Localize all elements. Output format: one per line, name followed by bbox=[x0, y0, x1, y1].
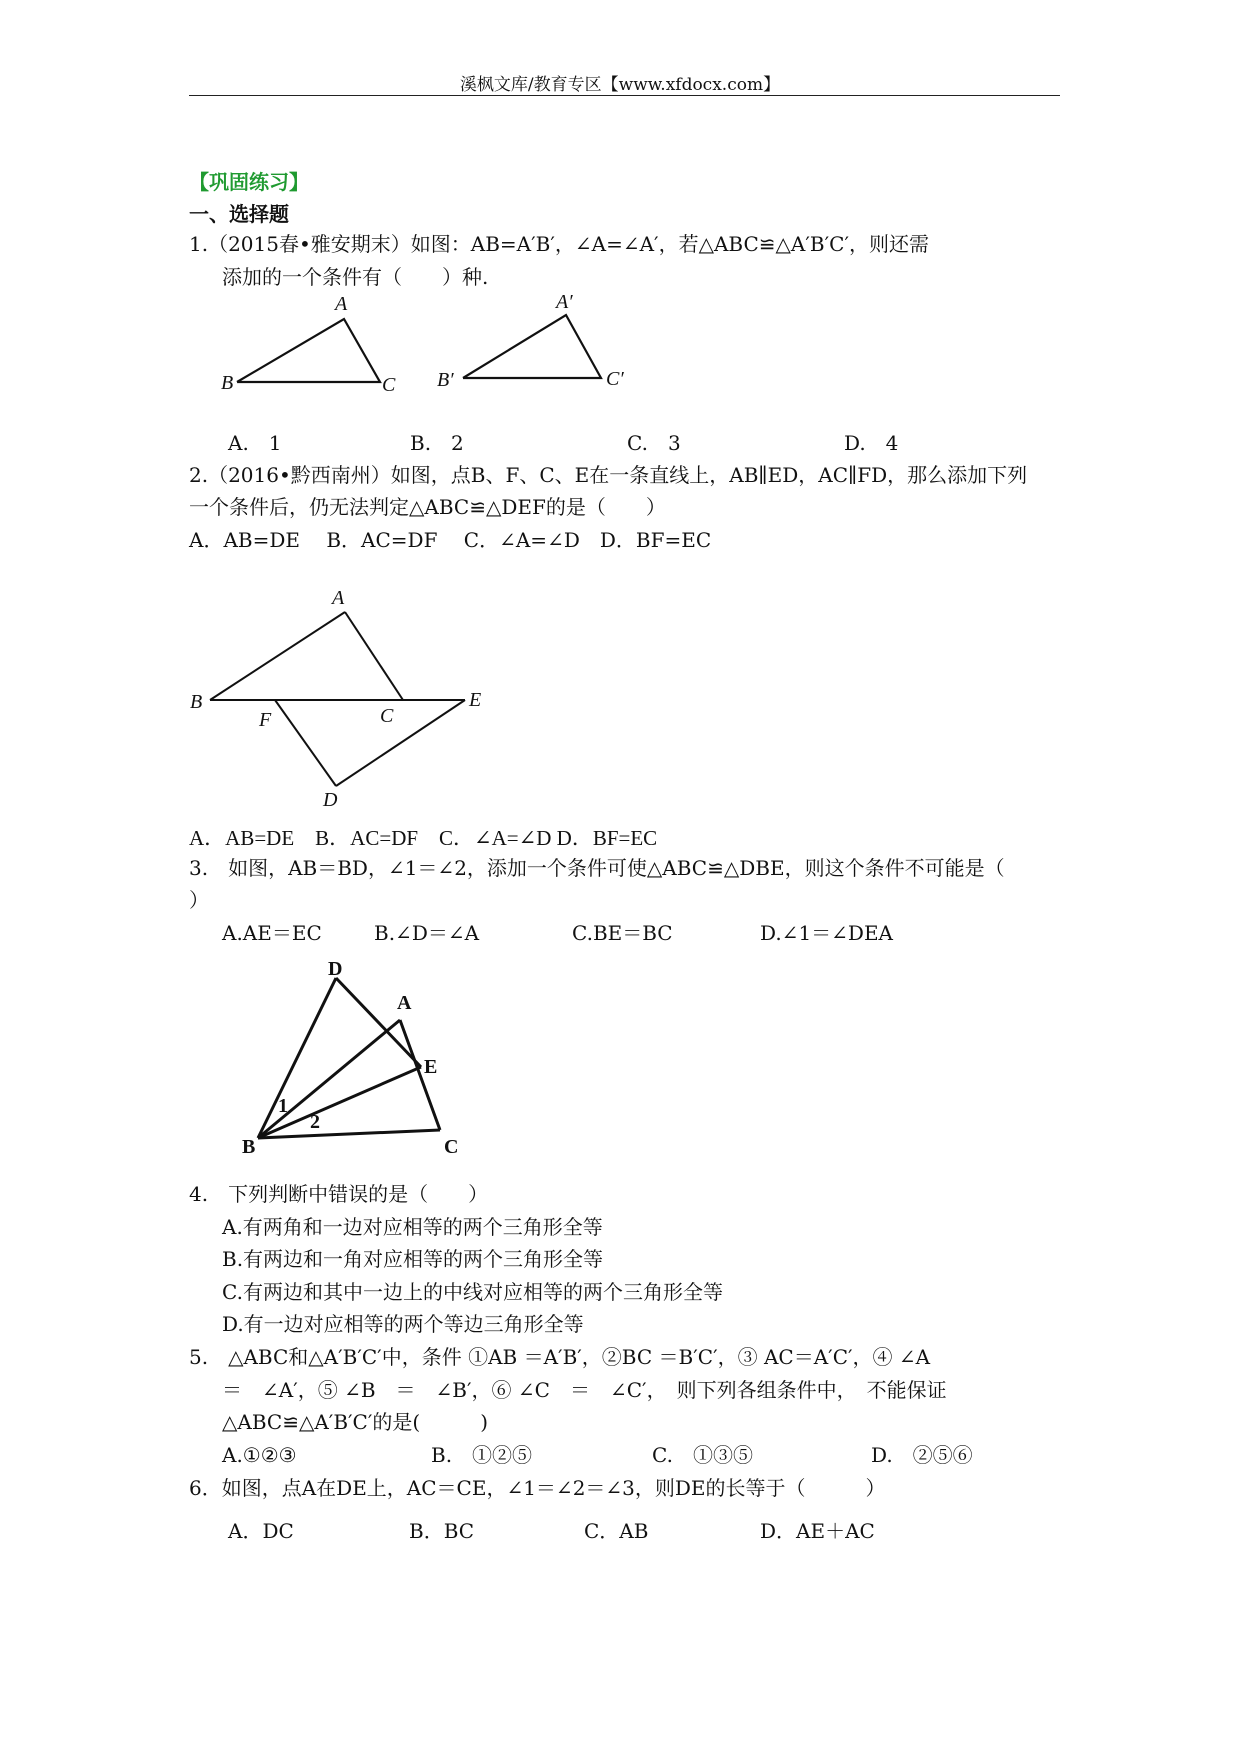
q1-label-a: A bbox=[335, 293, 348, 315]
q4-stem: 4. 下列判断中错误的是（ ） bbox=[189, 1182, 489, 1206]
q2-label-e: E bbox=[469, 689, 482, 711]
q1-option-a: A. 1 bbox=[228, 431, 282, 455]
page-header: 溪枫文库/教育专区【www.xfdocx.com】 bbox=[459, 75, 781, 95]
q2-label-a: A bbox=[332, 587, 345, 609]
q3-label-d: D bbox=[328, 958, 343, 980]
q3-angle-2: 2 bbox=[310, 1111, 320, 1133]
q1-label-b-prime: B′ bbox=[437, 369, 454, 391]
q6-option-c: C．AB bbox=[584, 1519, 649, 1543]
q6-option-d: D．AE＋AC bbox=[760, 1519, 875, 1543]
q3-segment-ba bbox=[258, 1020, 400, 1138]
q4-option-b: B.有两边和一角对应相等的两个三角形全等 bbox=[222, 1247, 604, 1271]
q1-option-b: B. 2 bbox=[410, 431, 464, 455]
q1-option-d: D. 4 bbox=[844, 431, 899, 455]
q2-options: A．AB=DE B．AC=DF C．∠A=∠D D．BF=EC bbox=[189, 528, 712, 552]
q1-stem-line2: 添加的一个条件有（ ）种. bbox=[222, 265, 489, 289]
q1-label-c: C bbox=[382, 374, 396, 396]
q6-stem: 6．如图，点A在DE上，AC＝CE，∠1＝∠2＝∠3，则DE的长等于（ ） bbox=[189, 1476, 886, 1500]
q3-stem-line2: ） bbox=[189, 888, 209, 912]
q3-option-d: D.∠1＝∠DEA bbox=[760, 921, 893, 945]
q3-segment-bd bbox=[258, 978, 336, 1138]
q4-option-a: A.有两角和一边对应相等的两个三角形全等 bbox=[222, 1215, 603, 1239]
q3-option-c: C.BE＝BC bbox=[572, 921, 673, 945]
practice-title: 【巩固练习】 bbox=[189, 170, 309, 194]
q3-label-b: B bbox=[242, 1136, 256, 1158]
q5-option-a: A.①②③ bbox=[222, 1443, 297, 1467]
q5-option-c: C. ①③⑤ bbox=[652, 1443, 753, 1467]
q5-option-b: B. ①②⑤ bbox=[431, 1443, 533, 1467]
q3-segment-bc bbox=[258, 1130, 440, 1138]
q2-label-b: B bbox=[190, 691, 203, 713]
part-title: 一、选择题 bbox=[189, 202, 289, 226]
q5-stem-line3: △ABC≌△A′B′C′的是( ) bbox=[222, 1410, 489, 1434]
q4-option-d: D.有一边对应相等的两个等边三角形全等 bbox=[222, 1312, 584, 1336]
q3-stem-line1: 3. 如图，AB＝BD，∠1＝∠2，添加一个条件可使△ABC≌△DBE，则这个条件不可能是（ bbox=[189, 856, 1005, 880]
q3-option-b: B.∠D＝∠A bbox=[374, 921, 480, 945]
q2-options-repeat: A．AB=DE B．AC=DF C．∠A=∠D D．BF=EC bbox=[189, 826, 658, 850]
q5-stem-line2: ＝ ∠A′，⑤ ∠B ＝ ∠B′，⑥ ∠C ＝ ∠C′， 则下列各组条件中， 不能保证 bbox=[222, 1378, 947, 1402]
q1-label-b: B bbox=[221, 372, 234, 394]
q3-label-e: E bbox=[424, 1056, 438, 1078]
q3-label-c: C bbox=[444, 1136, 459, 1158]
q6-option-a: A．DC bbox=[228, 1519, 294, 1543]
q6-option-b: B．BC bbox=[409, 1519, 475, 1543]
q2-stem-line2: 一个条件后，仍无法判定△ABC≌△DEF的是（ ） bbox=[189, 495, 666, 519]
q3-option-a: A.AE＝EC bbox=[222, 921, 322, 945]
q5-option-d: D. ②⑤⑥ bbox=[871, 1443, 973, 1467]
q4-option-c: C.有两边和其中一边上的中线对应相等的两个三角形全等 bbox=[222, 1280, 723, 1304]
q1-label-a-prime: A′ bbox=[556, 291, 573, 313]
q1-label-c-prime: C′ bbox=[606, 368, 624, 390]
q2-label-d: D bbox=[323, 789, 338, 811]
q1-option-c: C. 3 bbox=[627, 431, 681, 455]
q1-stem-line1: 1.（2015春•雅安期末）如图：AB=A′B′，∠A=∠A′，若△ABC≌△A′B′C′，则还需 bbox=[189, 232, 929, 256]
q3-label-a: A bbox=[397, 992, 412, 1014]
q3-angle-1: 1 bbox=[278, 1095, 288, 1117]
q2-stem-line1: 2.（2016•黔西南州）如图，点B、F、C、E在一条直线上，AB∥ED，AC∥FD，那么添加下列 bbox=[189, 463, 1028, 487]
q5-stem-line1: 5. △ABC和△A′B′C′中，条件 ①AB ＝A′B′，②BC ＝B′C′，③ AC＝A′C′，④ ∠A bbox=[189, 1345, 931, 1369]
q2-label-f: F bbox=[259, 709, 272, 731]
q2-label-c: C bbox=[380, 705, 394, 727]
